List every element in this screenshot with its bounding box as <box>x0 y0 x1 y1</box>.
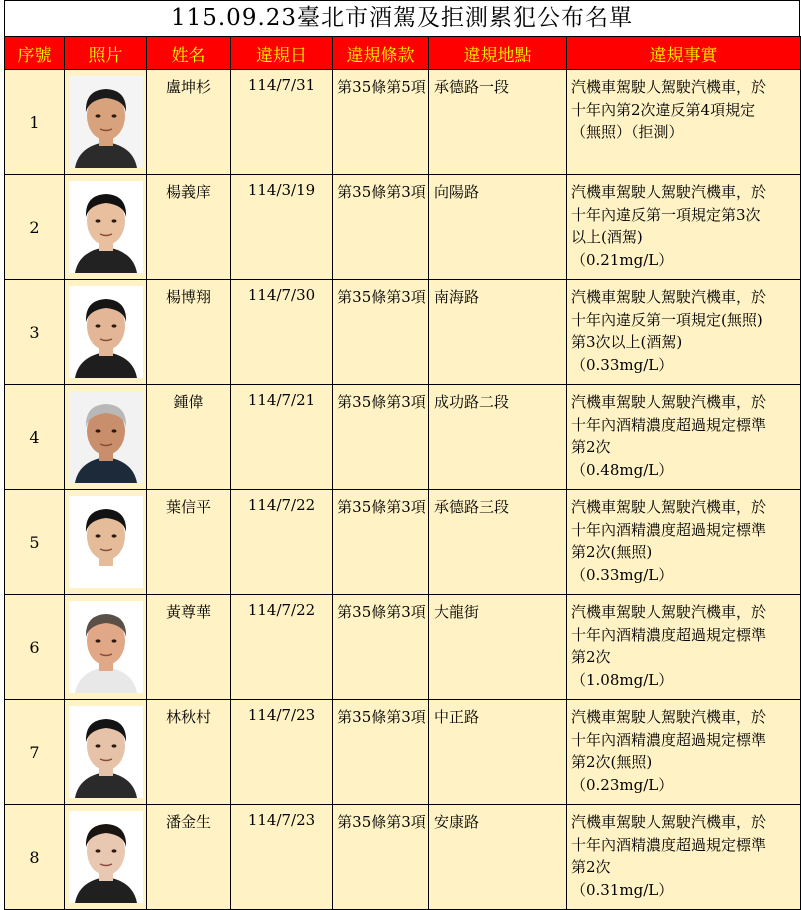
row-photo <box>65 70 147 175</box>
facts-line: （無照）（拒測） <box>571 123 684 141</box>
facts-line: （0.33mg/L） <box>571 565 674 584</box>
row-law: 第35條第3項 <box>333 490 429 595</box>
row-location: 成功路二段 <box>429 385 567 490</box>
facts-line: 汽機車駕駛人駕駛汽機車，於 <box>571 183 767 201</box>
row-facts <box>567 490 801 595</box>
row-law: 第35條第3項 <box>333 385 429 490</box>
row-seq: 3 <box>5 280 65 385</box>
row-facts <box>567 595 801 700</box>
facts-line: 十年內酒精濃度超過規定標準 <box>571 415 767 434</box>
offender-table <box>4 36 801 910</box>
facts-line: 汽機車駕駛人駕駛汽機車，於 <box>571 813 767 831</box>
header-name: 姓名 <box>147 37 231 70</box>
row-name: 葉信平 <box>147 490 231 595</box>
header-seq: 序號 <box>5 37 65 70</box>
row-facts <box>567 700 801 805</box>
facts-line: （0.23mg/L） <box>571 775 674 794</box>
person-photo-icon <box>69 706 143 798</box>
row-name: 鍾偉 <box>147 385 231 490</box>
header-photo: 照片 <box>65 37 147 70</box>
row-seq: 6 <box>5 595 65 700</box>
row-photo <box>65 700 147 805</box>
row-law: 第35條第3項 <box>333 280 429 385</box>
facts-line: （0.48mg/L） <box>571 460 674 479</box>
row-date: 114/7/23 <box>231 700 333 805</box>
row-name: 楊博翔 <box>147 280 231 385</box>
row-seq: 5 <box>5 490 65 595</box>
table-row <box>5 175 801 280</box>
facts-line: 第2次(無照) <box>571 753 653 771</box>
facts-line: 十年內違反第一項規定(無照) <box>571 310 763 329</box>
facts-line: 十年內酒精濃度超過規定標準 <box>571 520 767 539</box>
facts-line: 十年內違反第一項規定第3次 <box>571 205 761 224</box>
page-title: 115.09.23臺北市酒駕及拒測累犯公布名單 <box>4 0 800 36</box>
facts-line: 汽機車駕駛人駕駛汽機車，於 <box>571 708 767 726</box>
table-row <box>5 490 801 595</box>
facts-line: 第3次以上(酒駕) <box>571 333 683 351</box>
person-photo-icon <box>69 811 143 903</box>
row-law: 第35條第5項 <box>333 70 429 175</box>
facts-line: 第2次 <box>571 648 611 666</box>
person-photo-icon <box>69 496 143 588</box>
row-photo <box>65 805 147 910</box>
facts-line: 汽機車駕駛人駕駛汽機車，於 <box>571 78 767 96</box>
facts-line: 十年內第2次違反第4項規定 <box>571 100 756 119</box>
row-facts <box>567 280 801 385</box>
row-law: 第35條第3項 <box>333 175 429 280</box>
row-photo <box>65 175 147 280</box>
row-facts <box>567 805 801 910</box>
row-law: 第35條第3項 <box>333 805 429 910</box>
table-body <box>5 70 801 910</box>
facts-line: 汽機車駕駛人駕駛汽機車，於 <box>571 498 767 516</box>
facts-line: 十年內酒精濃度超過規定標準 <box>571 625 767 644</box>
row-photo <box>65 280 147 385</box>
row-seq: 4 <box>5 385 65 490</box>
header-date: 違規日 <box>231 37 333 70</box>
person-photo-icon <box>69 181 143 273</box>
table-row <box>5 595 801 700</box>
person-photo-icon <box>69 391 143 483</box>
row-location: 承德路三段 <box>429 490 567 595</box>
table-row <box>5 385 801 490</box>
row-facts <box>567 385 801 490</box>
facts-line: （0.21mg/L） <box>571 250 674 269</box>
row-seq: 1 <box>5 70 65 175</box>
row-seq: 8 <box>5 805 65 910</box>
row-law: 第35條第3項 <box>333 700 429 805</box>
row-date: 114/7/21 <box>231 385 333 490</box>
facts-line: 十年內酒精濃度超過規定標準 <box>571 835 767 854</box>
facts-line: 以上(酒駕) <box>571 228 643 246</box>
row-location: 大龍街 <box>429 595 567 700</box>
table-row <box>5 805 801 910</box>
table-header-row <box>5 37 801 70</box>
facts-line: 汽機車駕駛人駕駛汽機車，於 <box>571 288 767 306</box>
row-name: 黃尊華 <box>147 595 231 700</box>
row-date: 114/7/22 <box>231 595 333 700</box>
row-location: 安康路 <box>429 805 567 910</box>
facts-line: 十年內酒精濃度超過規定標準 <box>571 730 767 749</box>
facts-line: 第2次(無照) <box>571 543 653 561</box>
row-date: 114/7/22 <box>231 490 333 595</box>
person-photo-icon <box>69 286 143 378</box>
row-photo <box>65 385 147 490</box>
facts-line: （1.08mg/L） <box>571 670 674 689</box>
row-seq: 2 <box>5 175 65 280</box>
row-location: 承德路一段 <box>429 70 567 175</box>
person-photo-icon <box>69 601 143 693</box>
row-date: 114/7/23 <box>231 805 333 910</box>
row-location: 中正路 <box>429 700 567 805</box>
row-name: 林秋村 <box>147 700 231 805</box>
header-location: 違規地點 <box>429 37 567 70</box>
person-photo-icon <box>69 76 143 168</box>
row-name: 盧坤杉 <box>147 70 231 175</box>
table-row <box>5 70 801 175</box>
row-location: 向陽路 <box>429 175 567 280</box>
table-row <box>5 700 801 805</box>
facts-line: 第2次 <box>571 858 611 876</box>
row-location: 南海路 <box>429 280 567 385</box>
facts-line: 汽機車駕駛人駕駛汽機車，於 <box>571 603 767 621</box>
header-law: 違規條款 <box>333 37 429 70</box>
facts-line: 第2次 <box>571 438 611 456</box>
row-law: 第35條第3項 <box>333 595 429 700</box>
facts-line: （0.31mg/L） <box>571 880 674 899</box>
row-date: 114/3/19 <box>231 175 333 280</box>
row-name: 楊義庠 <box>147 175 231 280</box>
row-photo <box>65 490 147 595</box>
table-row <box>5 280 801 385</box>
row-facts <box>567 70 801 175</box>
row-photo <box>65 595 147 700</box>
facts-line: （0.33mg/L） <box>571 355 674 374</box>
facts-line: 汽機車駕駛人駕駛汽機車，於 <box>571 393 767 411</box>
row-date: 114/7/30 <box>231 280 333 385</box>
row-facts <box>567 175 801 280</box>
row-date: 114/7/31 <box>231 70 333 175</box>
row-name: 潘金生 <box>147 805 231 910</box>
header-facts: 違規事實 <box>567 37 801 70</box>
row-seq: 7 <box>5 700 65 805</box>
